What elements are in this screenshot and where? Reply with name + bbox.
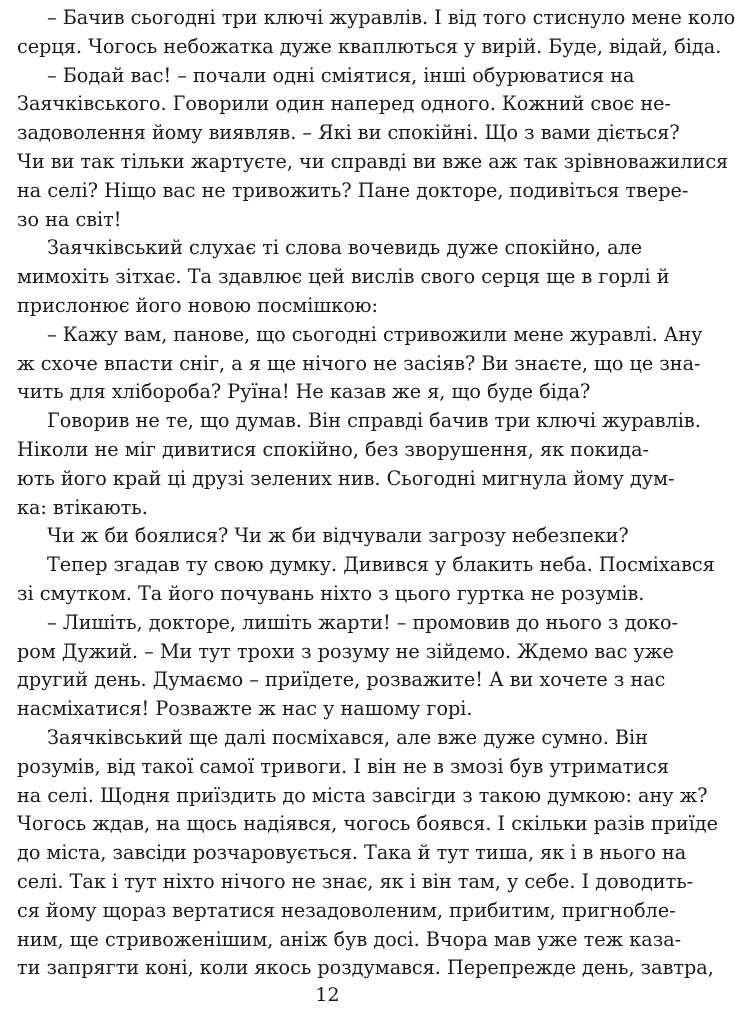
text-line: – Бачив сьогодні три ключі журавлів. І від того стиснуло мене коло bbox=[47, 6, 735, 29]
text-line: ка: втікають. bbox=[17, 495, 148, 519]
text-line: зі смутком. Та його почувань ніхто з цього гуртка не розумів. bbox=[17, 581, 645, 605]
text-line: Чогось ждав, на щось надіявся, чогось боявся. І скільки разів приїде bbox=[17, 812, 718, 836]
paragraph bbox=[17, 4, 735, 62]
text-line: ж схоче впасти сніг, а я ще нічого не засіяв? Ви знаєте, що це зна- bbox=[17, 351, 701, 375]
paragraph bbox=[17, 609, 678, 724]
text-line: на селі? Ніщо вас не тривожить? Пане докторе, подивіться твере- bbox=[17, 178, 689, 202]
text-line: Чи ви так тільки жартуєте, чи справді ви вже аж так зрівноважилися bbox=[17, 149, 729, 173]
text-line: до міста, завсіди розчаровується. Така й тут тиша, як і в нього на bbox=[17, 841, 687, 865]
text-line: Заячківський ще далі посміхався, але вже дуже сумно. Він bbox=[47, 725, 648, 749]
text-line: серця. Чогось небожатка дуже кваплються у вирій. Буде, відай, біда. bbox=[17, 34, 722, 58]
text-line: ним, ще стривоженішим, аніж був досі. Вчора мав уже теж казa- bbox=[17, 927, 682, 951]
page-text bbox=[17, 4, 735, 983]
paragraph bbox=[17, 234, 670, 320]
text-line: ють його край ці друзі зелених нив. Сьогодні мигнула йому дум- bbox=[17, 466, 675, 490]
paragraph bbox=[17, 724, 718, 983]
paragraph bbox=[17, 522, 629, 551]
text-line: Говорив не те, що думав. Він справді бачив три ключі журавлів. bbox=[47, 409, 701, 433]
text-line: селі. Так і тут ніхто нічого не знає, як і він там, у себе. І доводить- bbox=[17, 869, 694, 893]
text-line: другий день. Думаємо – приїдете, розважите! А ви хочете з нас bbox=[17, 668, 666, 692]
text-line: Заячківський слухає ті слова вочевидь дуже спокійно, але bbox=[47, 236, 643, 260]
text-line: Заячківського. Говорили один наперед одного. Кожний своє не- bbox=[17, 92, 671, 116]
text-line: – Бодай вас! – почали одні сміятися, інші обурюватися на bbox=[47, 63, 635, 87]
text-line: мимохіть зітхає. Та здавлює цей вислів свого серця ще в горлі й bbox=[17, 265, 670, 289]
page-number: 12 bbox=[315, 984, 340, 1006]
paragraph bbox=[17, 551, 715, 609]
text-line: розумів, від такої самої тривоги. І він не в змозі був утриматися bbox=[17, 754, 669, 778]
text-line: ся йому щораз вертатися незадоволеним, прибитим, пригнобле- bbox=[17, 898, 676, 922]
text-line: – Лишіть, докторе, лишіть жарти! – промовив до нього з доко- bbox=[47, 610, 678, 634]
text-line: чить для хлібороба? Руїна! Не казав же я, що буде біда? bbox=[17, 380, 591, 404]
text-line: задоволення йому виявляв. – Які ви спокійні. Що з вами діється? bbox=[17, 121, 680, 145]
paragraph bbox=[17, 321, 703, 407]
paragraph bbox=[17, 62, 729, 235]
paragraph bbox=[17, 407, 701, 522]
text-line: Тепер згадав ту свою думку. Дивився у блакить неба. Посміхався bbox=[47, 553, 715, 577]
text-line: насміхатися! Розважте ж нас у нашому горі. bbox=[17, 697, 473, 721]
text-line: прислонює його новою посмішкою: bbox=[17, 293, 378, 317]
text-line: ти запрягти коні, коли якось роздумався. Перепрежде день, завтра, bbox=[17, 956, 714, 980]
text-line: ром Дужий. – Ми тут трохи з розуму не зійдемо. Ждемо вас уже bbox=[17, 639, 674, 663]
text-line: зо на світ! bbox=[17, 207, 122, 231]
text-line: на селі. Щодня приїздить до міста завсігди з такою думкою: ану ж? bbox=[17, 783, 708, 807]
text-line: – Кажу вам, панове, що сьогодні стривожили мене журавлі. Ану bbox=[47, 322, 703, 346]
text-line: Чи ж би боялися? Чи ж би відчували загрозу небезпеки? bbox=[47, 524, 629, 548]
text-line: Ніколи не міг дивитися спокійно, без зворушення, як покида- bbox=[17, 437, 650, 461]
